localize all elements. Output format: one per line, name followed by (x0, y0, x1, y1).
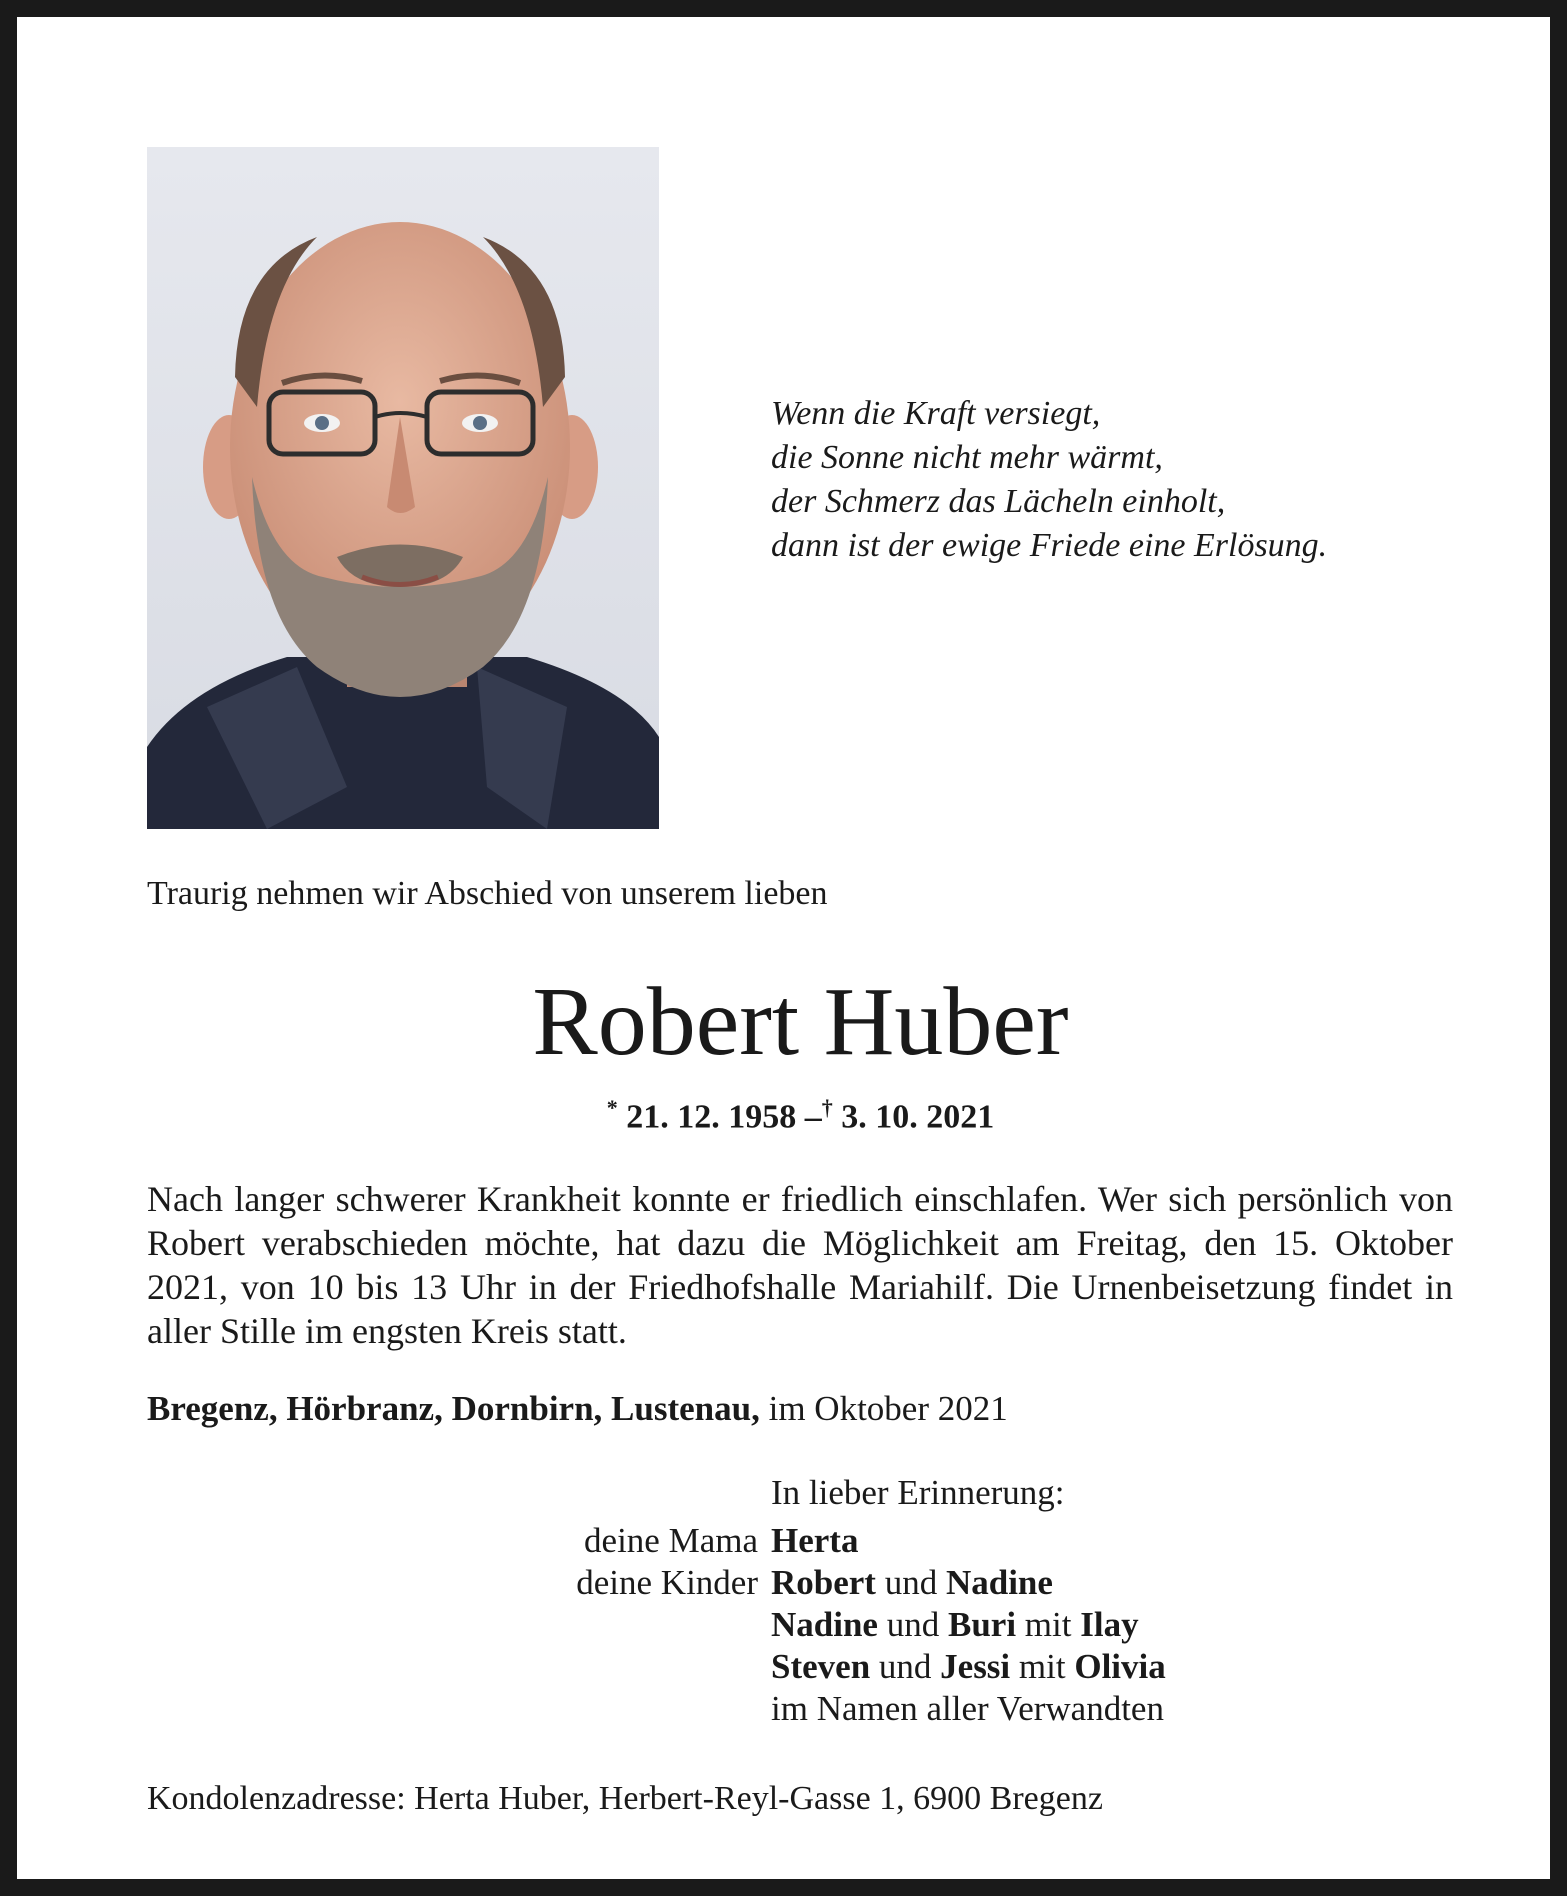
poem-line: Wenn die Kraft versiegt, (771, 395, 1101, 432)
family-name: Steven (771, 1647, 871, 1686)
birth-symbol: * (606, 1095, 618, 1120)
family-name: Jessi (940, 1647, 1011, 1686)
family-name: Nadine (771, 1605, 878, 1644)
places-line (147, 1389, 1008, 1429)
places-towns: Bregenz, Hörbranz, Dornbirn, Lustenau, (147, 1389, 760, 1428)
poem-line: die Sonne nicht mehr wärmt, (771, 439, 1163, 476)
conjunction: und (886, 1605, 940, 1644)
date-separator: – (804, 1098, 822, 1136)
family-name: Herta (771, 1521, 859, 1560)
deceased-name: Robert Huber (532, 968, 1069, 1076)
places-date: im Oktober 2021 (768, 1389, 1008, 1428)
conjunction: mit (1024, 1605, 1072, 1644)
poem-line: dann ist der ewige Friede eine Erlösung. (771, 527, 1328, 564)
death-symbol: † (821, 1095, 833, 1120)
poem-line: der Schmerz das Lächeln einholt, (771, 483, 1226, 520)
conjunction: und (884, 1563, 938, 1602)
relation-label: deine Mama (584, 1521, 758, 1560)
portrait-image (147, 147, 659, 829)
poem (771, 392, 1327, 568)
conjunction: mit (1018, 1647, 1066, 1686)
family-closing: im Namen aller Verwandten (771, 1689, 1164, 1728)
death-date: 3. 10. 2021 (841, 1098, 995, 1136)
family-name: Ilay (1080, 1605, 1139, 1644)
family-name: Robert (771, 1563, 876, 1602)
family-name: Buri (947, 1605, 1017, 1644)
family-name: Nadine (945, 1563, 1053, 1602)
life-dates (17, 1095, 1567, 1136)
portrait-photo (147, 147, 659, 829)
intro-text: Traurig nehmen wir Abschied von unserem lieben (147, 875, 828, 912)
announcement-text: Nach langer schwerer Krankheit konnte er friedlich einschlafen. Wer sich persönlich von Robert verabschieden möchte, hat dazu die Möglichkeit am Freitag, den 15. Oktober 2021, von 10 bis 13 Uhr in der Friedhofshalle Mariahilf. Die Urnenbeisetzung findet in aller Stille im engsten Kreis statt. (147, 1179, 1453, 1351)
family-heading: In lieber Erinnerung: (771, 1473, 1065, 1512)
family-list (17, 1472, 1567, 1730)
birth-date: 21. 12. 1958 (626, 1098, 797, 1136)
family-name: Olivia (1074, 1647, 1166, 1686)
relation-label: deine Kinder (576, 1563, 758, 1602)
condolence-address: Kondolenzadresse: Herta Huber, Herbert-Reyl-Gasse 1, 6900 Bregenz (147, 1780, 1103, 1817)
conjunction: und (878, 1647, 932, 1686)
